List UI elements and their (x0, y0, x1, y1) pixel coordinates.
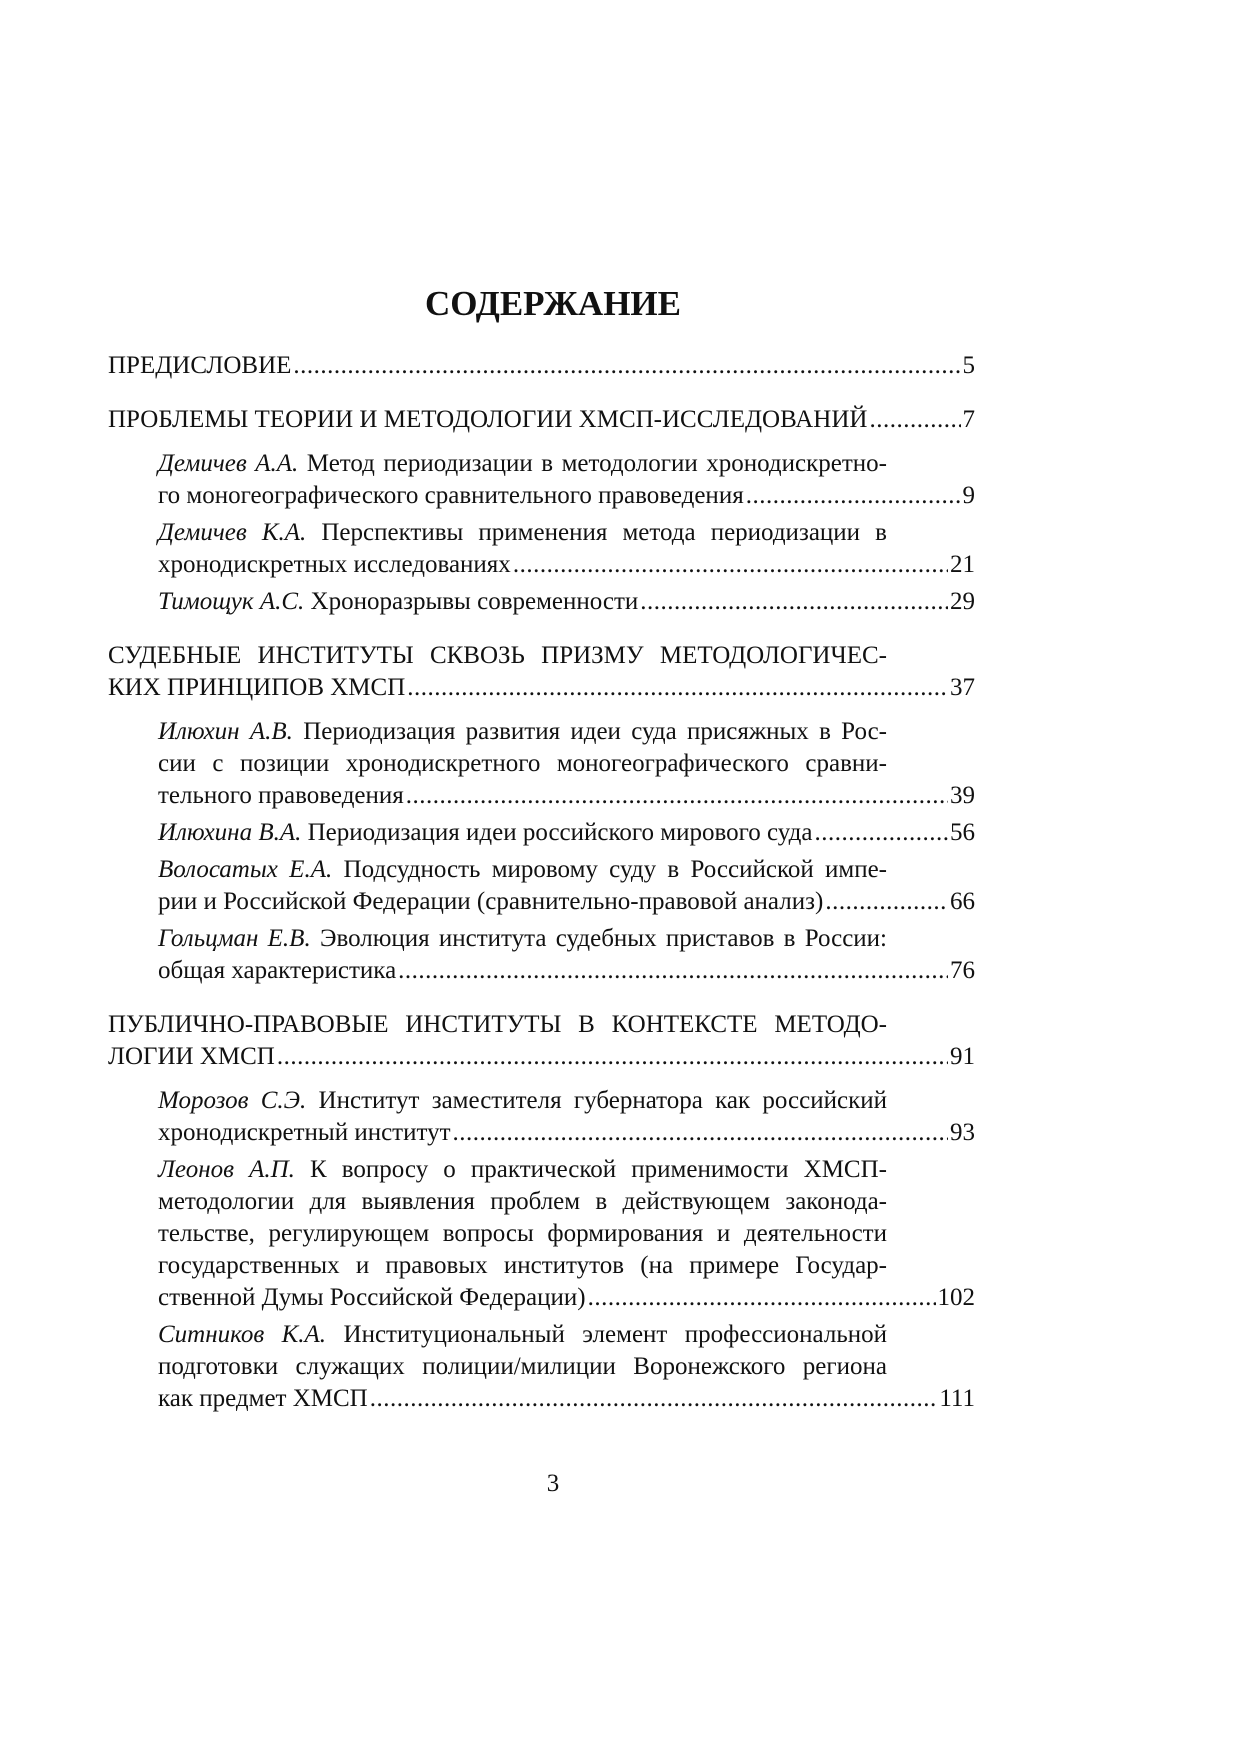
author: Ситников К.А. (158, 1321, 327, 1348)
toc-article[interactable] (158, 817, 975, 849)
dot-leader (407, 672, 948, 704)
article-title: общая характеристика (158, 957, 397, 984)
article-title: сии с позиции хронодискретного моногеографического сравни- (158, 750, 887, 777)
section-title: ПРОБЛЕМЫ ТЕОРИИ И МЕТОДОЛОГИИ ХМСП-ИССЛЕДОВАНИЙ (108, 406, 868, 433)
page-ref: 91 (950, 1043, 975, 1070)
article-title: хронодискретный институт (158, 1119, 451, 1146)
toc-article[interactable] (158, 1319, 975, 1415)
article-title: Эволюция института судебных приставов в России: (310, 925, 887, 952)
toc-article[interactable] (158, 517, 975, 581)
dot-leader (293, 350, 960, 382)
toc-section[interactable] (108, 404, 975, 436)
dot-leader (370, 1383, 938, 1415)
article-title: хронодискретных исследованиях (158, 551, 511, 578)
article-title: рии и Российской Федерации (сравнительно-правовой анализ) (158, 888, 824, 915)
article-title: Периодизация идеи российского мирового суда (301, 819, 813, 846)
section-title: СУДЕБНЫЕ ИНСТИТУТЫ СКВОЗЬ ПРИЗМУ МЕТОДОЛОГИЧЕС- (108, 642, 887, 669)
article-title: подготовки служащих полиции/милиции Воронежского региона (158, 1353, 887, 1380)
page-ref: 9 (962, 482, 975, 509)
toc-article[interactable] (158, 854, 975, 918)
toc-article[interactable] (158, 448, 975, 512)
toc-section-preface[interactable] (108, 350, 975, 382)
article-title: государственных и правовых институтов (на примере Государ- (158, 1252, 887, 1279)
page-title: СОДЕРЖАНИЕ (424, 284, 681, 323)
page-ref: 56 (950, 819, 975, 846)
author: Демичев А.А. (158, 450, 299, 477)
dot-leader (406, 780, 948, 812)
dot-leader (869, 404, 960, 436)
article-title: как предмет ХМСП (158, 1385, 368, 1412)
dot-leader (513, 549, 948, 581)
page-ref: 66 (950, 888, 975, 915)
toc-article[interactable] (158, 1085, 975, 1149)
page-ref: 93 (950, 1119, 975, 1146)
page-ref: 29 (950, 588, 975, 615)
article-title: Метод периодизации в методологии хронодискретно- (298, 450, 887, 477)
dot-leader (825, 886, 948, 918)
article-title: Хроноразрывы современности (304, 588, 639, 615)
article-title: Институциональный элемент профессиональной (326, 1321, 887, 1348)
author: Илюхина В.А. (158, 819, 302, 846)
dot-leader (453, 1117, 948, 1149)
toc-article[interactable] (158, 716, 975, 812)
author: Гольцман Е.В. (158, 925, 311, 952)
article-title: методологии для выявления проблем в действующем законода- (158, 1188, 887, 1215)
author: Илюхин А.В. (158, 718, 293, 745)
section-title: КИХ ПРИНЦИПОВ ХМСП (108, 674, 406, 701)
author: Волосатых Е.А. (158, 856, 333, 883)
page-ref: 111 (939, 1385, 975, 1412)
article-title: тельстве, регулирующем вопросы формирования и деятельности (158, 1220, 887, 1247)
page-ref: 39 (950, 782, 975, 809)
article-title: Перспективы применения метода периодизации в (306, 519, 887, 546)
page-ref: 37 (950, 674, 975, 701)
toc-article[interactable] (158, 923, 975, 987)
author: Тимощук А.С. (158, 588, 305, 615)
section-title: ПУБЛИЧНО-ПРАВОВЫЕ ИНСТИТУТЫ В КОНТЕКСТЕ МЕТОДО- (108, 1011, 887, 1038)
article-title: ственной Думы Российской Федерации) (158, 1284, 586, 1311)
page-ref: 76 (950, 957, 975, 984)
article-title: Подсудность мировому суду в Российской импе- (332, 856, 887, 883)
dot-leader (640, 586, 948, 618)
author: Морозов С.Э. (158, 1087, 307, 1114)
article-title: Периодизация развития идеи суда присяжных в Рос- (292, 718, 887, 745)
dot-leader (277, 1041, 948, 1073)
dot-leader (398, 955, 948, 987)
section-title: ПРЕДИСЛОВИЕ (108, 352, 292, 379)
page-ref: 102 (937, 1284, 975, 1311)
toc-section[interactable] (108, 1009, 975, 1073)
dot-leader (814, 817, 948, 849)
author: Леонов А.П. (158, 1156, 295, 1183)
author: Демичев К.А. (158, 519, 307, 546)
article-title: К вопросу о практической применимости ХМСП- (294, 1156, 887, 1183)
page-number: 3 (546, 1470, 560, 1497)
section-title: ЛОГИИ ХМСП (108, 1043, 275, 1070)
page-ref: 21 (950, 551, 975, 578)
toc-article[interactable] (158, 586, 975, 618)
toc-section[interactable] (108, 640, 975, 704)
article-title: го моногеографического сравнительного правоведения (158, 482, 744, 509)
article-title: тельного правоведения (158, 782, 404, 809)
dot-leader (746, 480, 961, 512)
dot-leader (588, 1282, 936, 1314)
table-of-contents (108, 350, 975, 1415)
toc-article[interactable] (158, 1154, 975, 1314)
page-ref: 5 (962, 352, 975, 379)
article-title: Институт заместителя губернатора как российский (306, 1087, 887, 1114)
page-ref: 7 (962, 406, 975, 433)
